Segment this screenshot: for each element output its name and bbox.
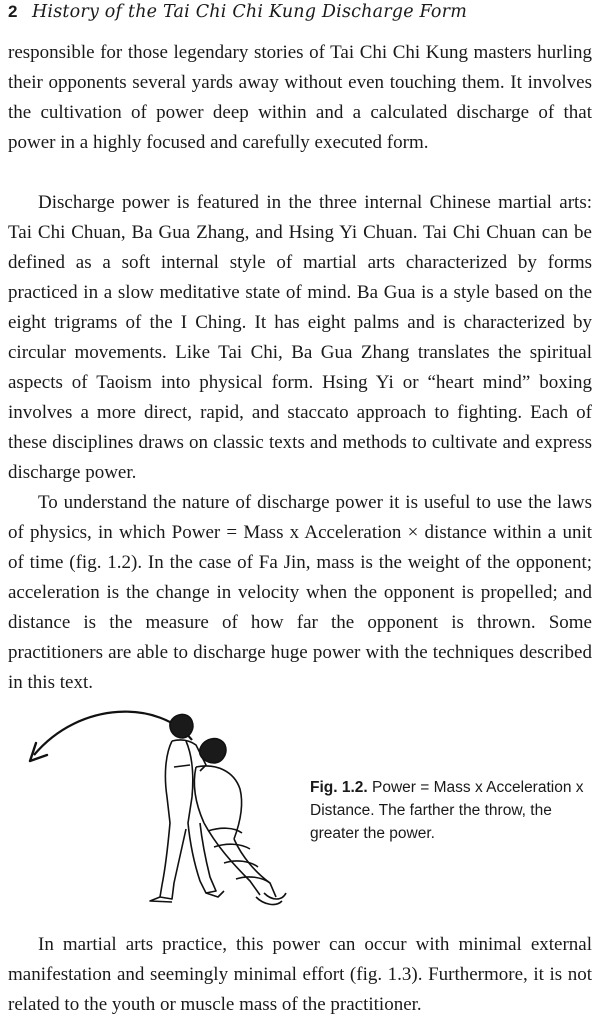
figure-caption — [310, 776, 595, 845]
arrow-head-icon — [30, 743, 47, 761]
running-head — [8, 2, 592, 28]
figure-1-2-illustration — [20, 705, 310, 915]
running-head-title: History of the Tai Chi Chi Kung Discharge Form — [31, 2, 468, 22]
paragraph-1: responsible for those legendary stories of Tai Chi Chi Kung masters hurling their opponents several yards away without even touching them. It involves the cultivation of power deep within and a calculated discharge of that power in a highly focused and carefully executed form. — [8, 42, 592, 153]
figure-caption-label: Fig. 1.2. — [310, 779, 368, 796]
figure-caption-text: Power = Mass x Acceleration x Distance. The farther the throw, the greater the power. — [310, 779, 584, 842]
paragraph-3: To understand the nature of discharge power it is useful to use the laws of physics, in which Power = Mass x Acceleration × distance within a unit of time (fig. 1.2). In the case of Fa Jin, mass is the weight of the opponent; acceleration is the change in velocity when the opponent is propelled; and distance is the measure of how far the opponent is thrown. Some practitioners are able to discharge huge power with the techniques described in this text. — [8, 492, 592, 693]
page-number: 2 — [8, 2, 18, 21]
opponent-figure — [194, 739, 286, 905]
paragraph-4: In martial arts practice, this power can occur with minimal external manifestation and seemingly minimal effort (fig. 1.3). Furthermore, it is not related to the youth or muscle mass of the practitioner. — [8, 934, 592, 1015]
paragraph-2: Discharge power is featured in the three internal Chinese martial arts: Tai Chi Chuan, Ba Gua Zhang, and Hsing Yi Chuan. Tai Chi Chuan can be defined as a soft internal style of martial arts characterized by forms practiced in a slow meditative state of mind. Ba Gua is a style based on the eight trigrams of the I Ching. It has eight palms and is characterized by circular movements. Like Tai Chi, Ba Gua Zhang translates the spiritual aspects of Taoism into physical form. Hsing Yi or “heart mind” boxing involves a more direct, rapid, and staccato approach to fighting. Each of these disciplines draws on classic texts and methods to cultivate and express discharge power. — [8, 192, 592, 483]
